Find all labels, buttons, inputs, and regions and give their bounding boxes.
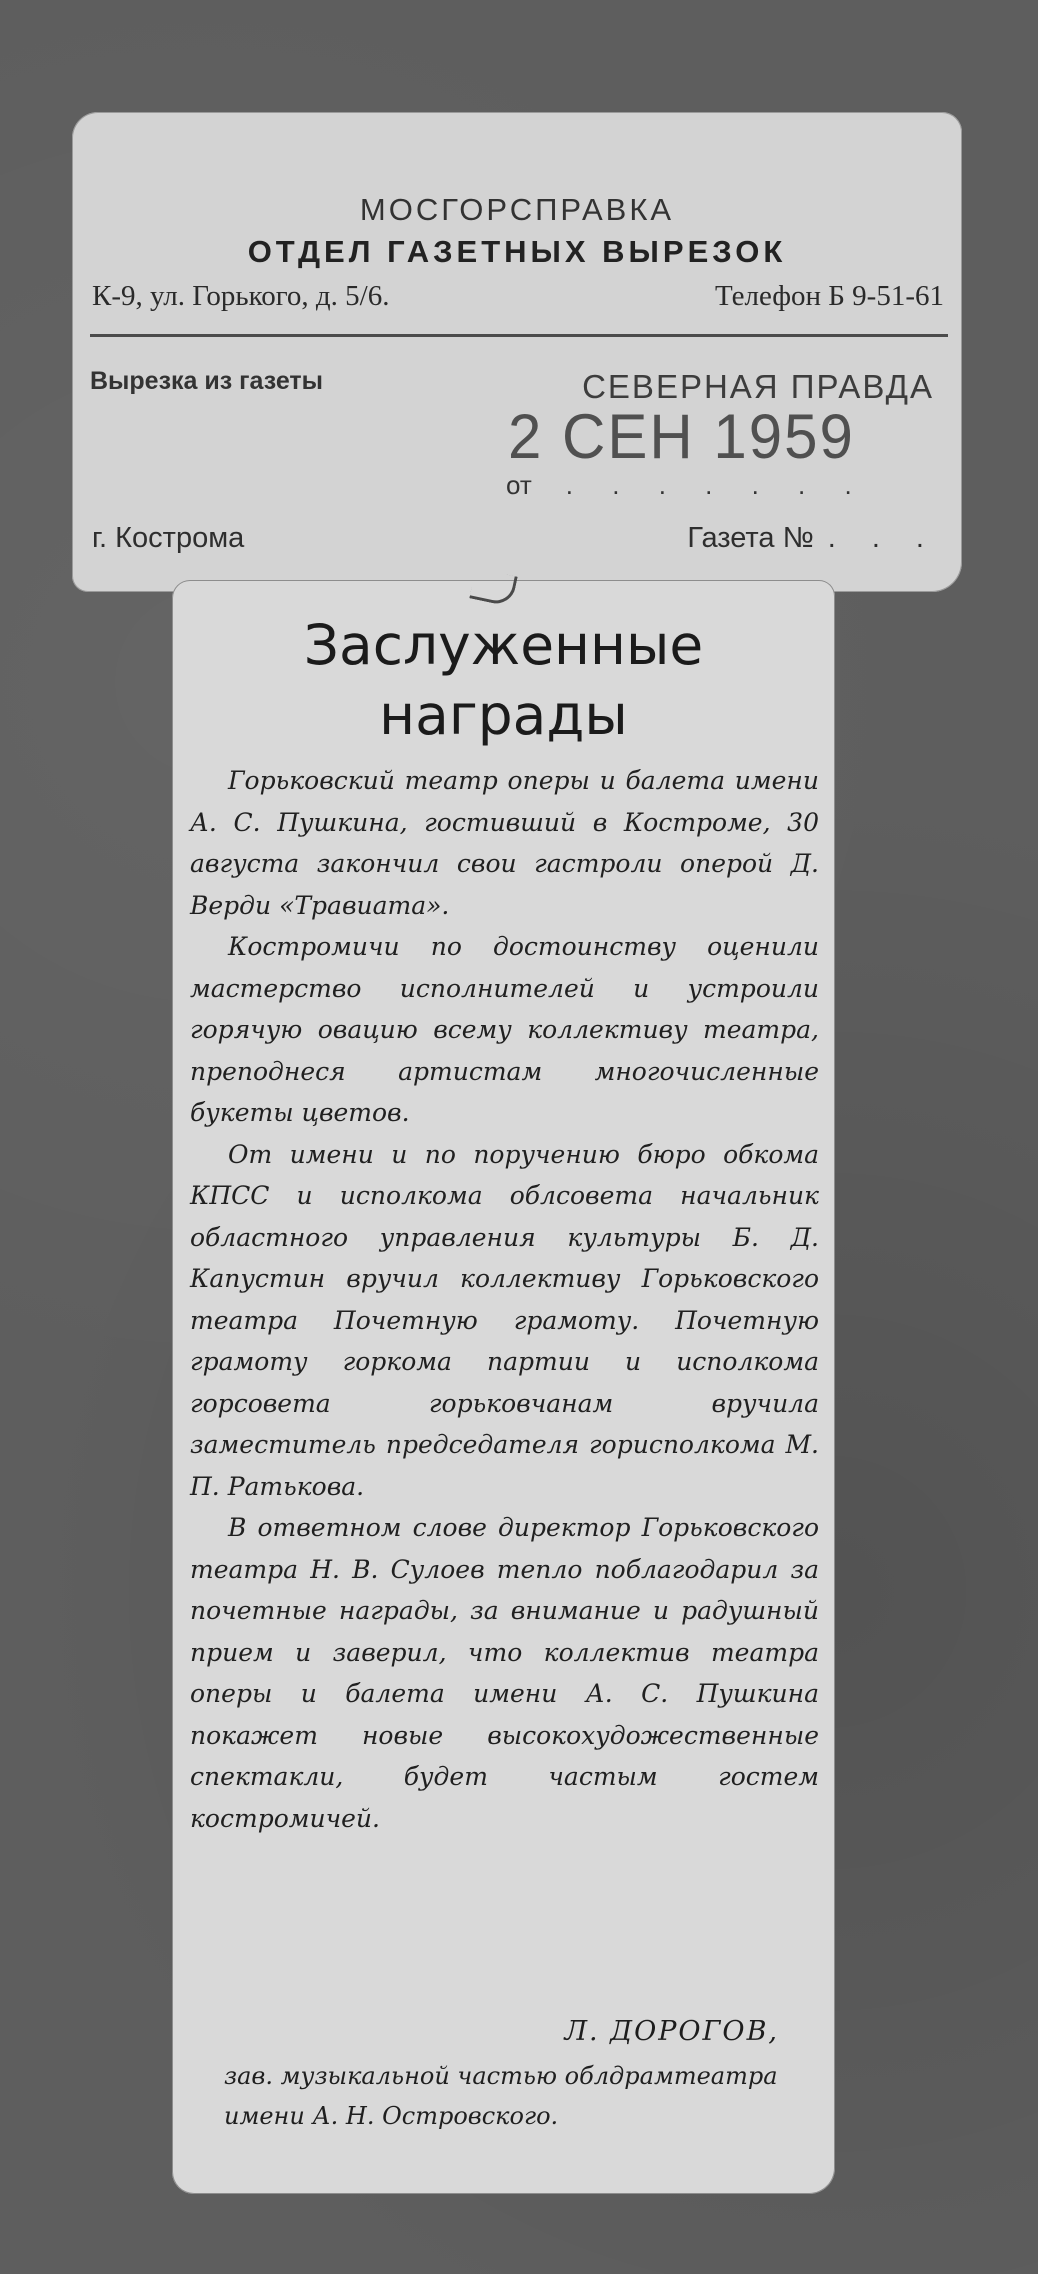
- agency-address: К-9, ул. Горького, д. 5/6.: [92, 280, 390, 312]
- article-paragraph-1: Горьковский театр оперы и балета имени А. С. Пушкина, гостивший в Костроме, 30 августа закончил свои гастроли оперой Д. Верди «Травиата».: [190, 766, 819, 920]
- article-body: [190, 760, 819, 1839]
- from-label: от: [506, 470, 532, 500]
- issue-label: Газета №: [687, 522, 814, 554]
- headline-line-2: награды: [379, 683, 628, 747]
- department-name: ОТДЕЛ ГАЗЕТНЫХ ВЫРЕЗОК: [247, 234, 787, 269]
- article-headline: [172, 610, 835, 750]
- clip-from-label: Вырезка из газеты: [90, 367, 323, 395]
- article-paragraph-4: В ответном слове директор Горьковского театра Н. В. Сулоев тепло поблагодарил за почетные награды, за внимание и радушный прием и заверил, что коллектив театра оперы и балета имени А. С. Пушкина покажет новые высокохудожественные спектакли, будет частым гостем костромичей.: [190, 1513, 819, 1833]
- agency-phone: Телефон Б 9-51-61: [715, 280, 944, 312]
- article-paragraph-2: Костромичи по достоинству оценили мастерство исполнителей и устроили горячую овацию всему коллективу театра, преподнеся артистам многочисленные букеты цветов.: [190, 932, 819, 1127]
- newspaper-name: СЕВЕРНАЯ ПРАВДА: [582, 368, 934, 405]
- clipping-service-label: [72, 112, 962, 592]
- label-divider: [90, 334, 948, 337]
- from-dots: . . . . . . .: [565, 470, 868, 500]
- issue-dots: . . .: [827, 522, 938, 554]
- from-field: [506, 470, 868, 501]
- headline-line-1: Заслуженные: [303, 613, 704, 677]
- article-paragraph-3: От имени и по поручению бюро обкома КПСС и исполкома облсовета начальник областного управления культуры Б. Д. Капустин вручил коллективу Горьковского театра Почетную грамоту. Почетную грамоту горкома партии и исполкома горсовета горьковчанам вручила заместитель председателя горисполкома М. П. Ратькова.: [190, 1139, 819, 1501]
- city-field: г. Кострома: [92, 522, 245, 554]
- agency-name: МОСГОРСПРАВКА: [359, 192, 675, 227]
- issue-field: [687, 522, 938, 555]
- author-signature: Л. ДОРОГОВ,: [564, 2016, 779, 2047]
- author-position: зав. музыкальной частью облдрамтеатра имени А. Н. Островского.: [224, 2062, 778, 2130]
- newspaper-clipping: [172, 580, 835, 2194]
- date-stamp: 2 СЕН 1959: [508, 401, 855, 472]
